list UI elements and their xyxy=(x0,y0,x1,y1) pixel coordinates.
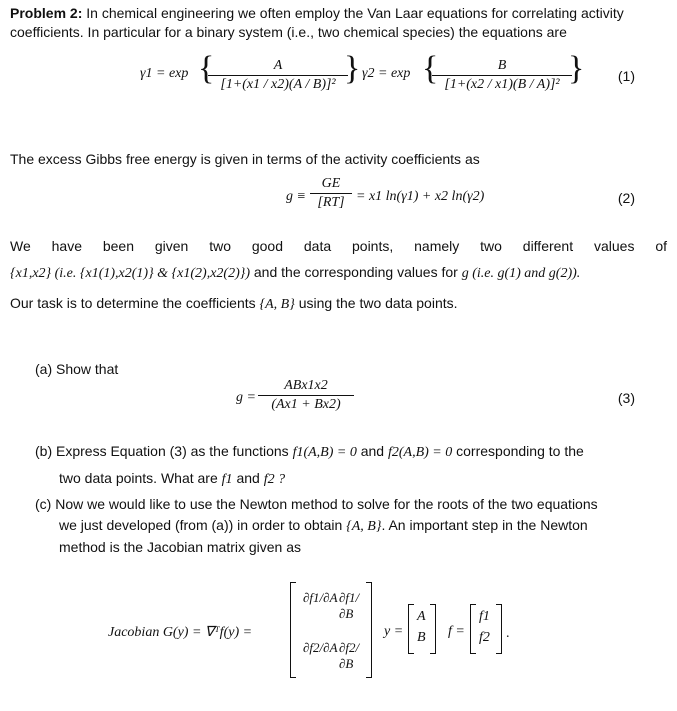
data-points-tail: and the corresponding values for xyxy=(253,264,458,280)
f-vector-f1: f1 xyxy=(479,609,490,624)
f-vector-f2: f2 xyxy=(479,630,490,645)
eq2-rhs: = x1 ln(γ1) + x2 ln(γ2) xyxy=(356,189,485,204)
eq2-fraction xyxy=(310,176,352,211)
part-a-label: (a) Show that xyxy=(35,361,119,377)
y-vector-b: B xyxy=(417,630,426,645)
eq2-numerator: GE xyxy=(321,176,341,191)
jacobian-equation xyxy=(108,582,588,682)
part-c-set: {A, B} xyxy=(346,519,382,534)
part-a-denominator: (Ax1 + Bx2) xyxy=(258,395,354,413)
eq1-numerator-2: B xyxy=(497,58,507,73)
part-b-post: corresponding to the xyxy=(456,443,584,459)
eq1-brace-close-1: } xyxy=(344,50,361,87)
eq1-denominator-2: [1+(x2 / x1)(B / A)]² xyxy=(432,75,572,93)
part-b-f1-short: f1 xyxy=(221,472,233,487)
equation-1 xyxy=(140,50,585,104)
part-a-numerator: ABx1x2 xyxy=(284,378,328,393)
problem-intro-text: In chemical engineering we often employ the Van Laar equations for correlating activity coefficients. In particular for a binary system (i.e., two chemical species) the equations are xyxy=(10,5,624,40)
part-b-line-1 xyxy=(35,442,667,462)
y-vector xyxy=(408,604,436,654)
part-b-line2-pre: two data points. What are xyxy=(59,470,218,486)
eq2-denominator: [RT] xyxy=(310,193,352,211)
part-b-f2: f2(A,B) = 0 xyxy=(387,445,453,460)
equation-2 xyxy=(286,176,546,220)
part-a-g: g = xyxy=(236,390,256,405)
task-set: {A, B} xyxy=(259,297,295,312)
task-pre: Our task is to determine the coefficients xyxy=(10,295,256,311)
eq1-numerator-1: A xyxy=(273,58,283,73)
eq1-lhs1: γ1 = exp xyxy=(140,66,189,81)
y-vector-a: A xyxy=(417,609,426,624)
part-b-line-2 xyxy=(59,469,667,489)
data-points-g: g (i.e. g(1) and g(2)). xyxy=(461,266,581,281)
problem-intro xyxy=(10,4,667,42)
y-label: y = xyxy=(384,624,404,639)
eq1-brace-open-1: { xyxy=(198,50,215,87)
part-c-line-3: method is the Jacobian matrix given as xyxy=(59,539,302,555)
part-c-line2-pre: we just developed (from (a)) in order to obtain xyxy=(59,517,343,533)
part-b-and-2: and xyxy=(236,470,260,486)
part-a-fraction xyxy=(258,378,354,413)
jacobian-matrix xyxy=(290,582,372,678)
eq2-number: (2) xyxy=(617,190,635,206)
task-post: using the two data points. xyxy=(298,295,458,311)
eq2-g: g ≡ xyxy=(286,189,306,204)
part-b-and: and xyxy=(360,443,385,459)
eq1-brace-close-2: } xyxy=(568,50,585,87)
jacobian-m21: ∂f2/∂A xyxy=(303,640,338,655)
f-label: f = xyxy=(448,624,465,639)
eq1-number: (1) xyxy=(617,68,635,84)
eq1-fraction-2 xyxy=(432,58,572,93)
task-line xyxy=(10,294,667,314)
jacobian-m22: ∂f2/∂B xyxy=(339,640,360,671)
f-vector xyxy=(470,604,502,654)
problem-heading: Problem 2: xyxy=(10,5,83,21)
jacobian-m12: ∂f1/∂B xyxy=(339,590,360,621)
eq1-brace-open-2: { xyxy=(422,50,439,87)
excess-gibbs-text: The excess Gibbs free energy is given in terms of the activity coefficients as xyxy=(10,151,480,167)
part-a-equation xyxy=(236,378,376,422)
part-c-line-1: (c) Now we would like to use the Newton method to solve for the roots of the two equations xyxy=(35,496,598,512)
eq1-fraction-1 xyxy=(208,58,348,93)
data-points-line-1: We have been given two good data points, namely two different values of xyxy=(10,238,667,254)
data-points-line-2 xyxy=(10,263,667,283)
part-a-number: (3) xyxy=(617,390,635,406)
data-points-sets: {x1,x2} (i.e. {x1(1),x2(1)} & {x1(2),x2(2)}) xyxy=(10,266,250,281)
jacobian-m11: ∂f1/∂A xyxy=(303,590,338,605)
eq1-lhs2: γ2 = exp xyxy=(362,66,411,81)
part-b-f1: f1(A,B) = 0 xyxy=(292,445,357,460)
part-c-line-2 xyxy=(59,516,667,536)
part-b-f2-short: f2 ? xyxy=(263,472,286,487)
part-b-pre: (b) Express Equation (3) as the functions xyxy=(35,443,289,459)
eq1-denominator-1: [1+(x1 / x2)(A / B)]² xyxy=(208,75,348,93)
jacobian-label: Jacobian G(y) = ∇ᵀf(y) = xyxy=(108,625,253,640)
part-c-line2-post: . An important step in the Newton xyxy=(381,517,588,533)
jacobian-period: . xyxy=(506,626,510,641)
